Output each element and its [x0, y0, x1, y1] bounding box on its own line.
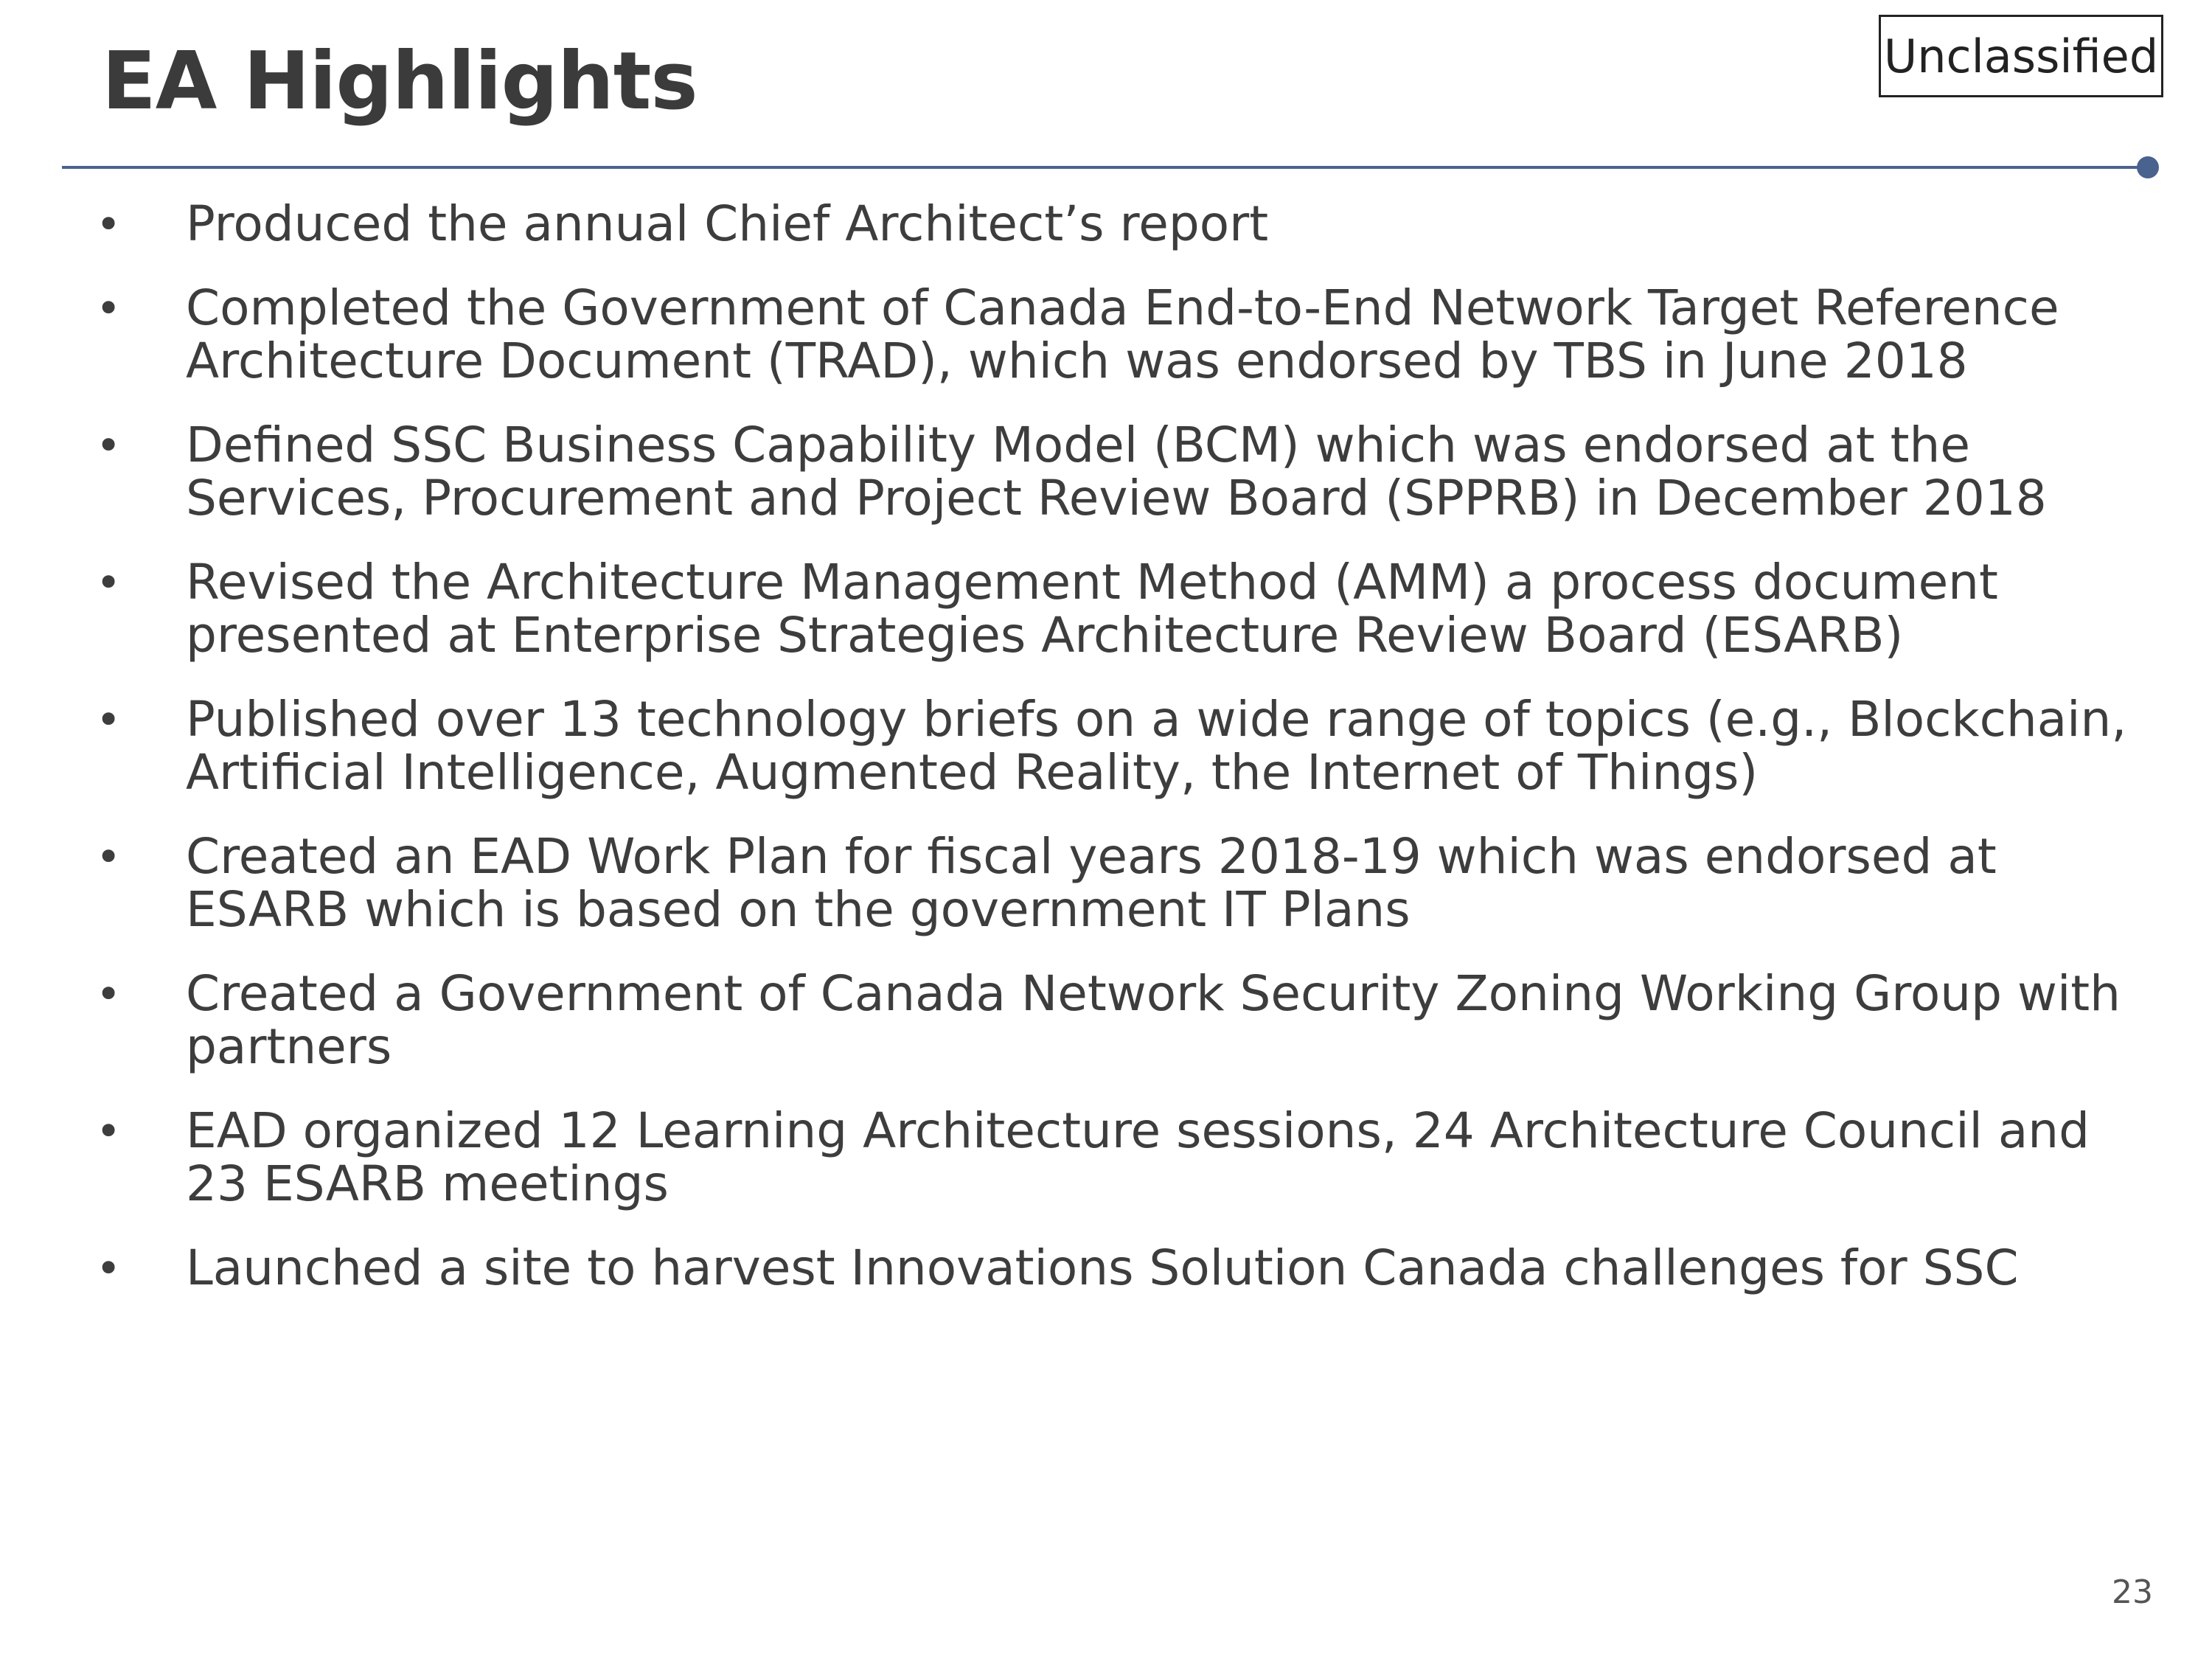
divider-end-dot	[2137, 156, 2159, 178]
bullet-text: EAD organized 12 Learning Architecture sessions, 24 Architecture Council and 23 ESARB meetings	[186, 1102, 2090, 1212]
bullet-icon: •	[96, 969, 122, 1019]
bullet-text: Published over 13 technology briefs on a wide range of topics (e.g., Blockchain, Artificial Intelligence, Augmented Reality, the Internet of Things)	[186, 691, 2127, 801]
slide-title: EA Highlights	[102, 35, 698, 128]
list-item	[96, 419, 2131, 525]
bullet-icon: •	[96, 283, 122, 333]
bullet-icon: •	[96, 1243, 122, 1293]
list-item	[96, 556, 2131, 662]
bullet-icon: •	[96, 557, 122, 608]
list-item	[96, 967, 2131, 1074]
bullet-text: Defined SSC Business Capability Model (BCM) which was endorsed at the Services, Procurement and Project Review Board (SPPRB) in December 2018	[186, 417, 2047, 526]
bullet-text: Created a Government of Canada Network Security Zoning Working Group with partners	[186, 965, 2121, 1075]
list-item	[96, 830, 2131, 936]
list-item	[96, 1102, 2131, 1212]
list-item	[96, 279, 2131, 389]
bullet-text: Revised the Architecture Management Method (AMM) a process document presented at Enterprise Strategies Architecture Review Board (ESARB)	[186, 554, 1998, 664]
bullet-icon: •	[96, 199, 122, 249]
page-number: 23	[2112, 1573, 2153, 1611]
bullet-text: Created an EAD Work Plan for fiscal years 2018-19 which was endorsed at ESARB which is based on the government IT Plans	[186, 828, 1997, 938]
bullet-text: Launched a site to harvest Innovations Solution Canada challenges for SSC	[186, 1239, 2019, 1296]
bullet-icon: •	[96, 695, 122, 745]
bullet-icon: •	[96, 832, 122, 882]
highlights-list	[96, 195, 2131, 1326]
list-item	[96, 693, 2131, 799]
list-item	[96, 1239, 2131, 1296]
bullet-icon: •	[96, 420, 122, 470]
list-item	[96, 195, 2131, 252]
bullet-text: Completed the Government of Canada End-to-End Network Target Reference Architecture Document (TRAD), which was endorsed by TBS in June 2018	[186, 279, 2059, 389]
classification-label: Unclassified	[1879, 15, 2163, 97]
title-divider	[62, 166, 2141, 169]
bullet-icon: •	[96, 1106, 122, 1156]
bullet-text: Produced the annual Chief Architect’s report	[186, 195, 1269, 252]
